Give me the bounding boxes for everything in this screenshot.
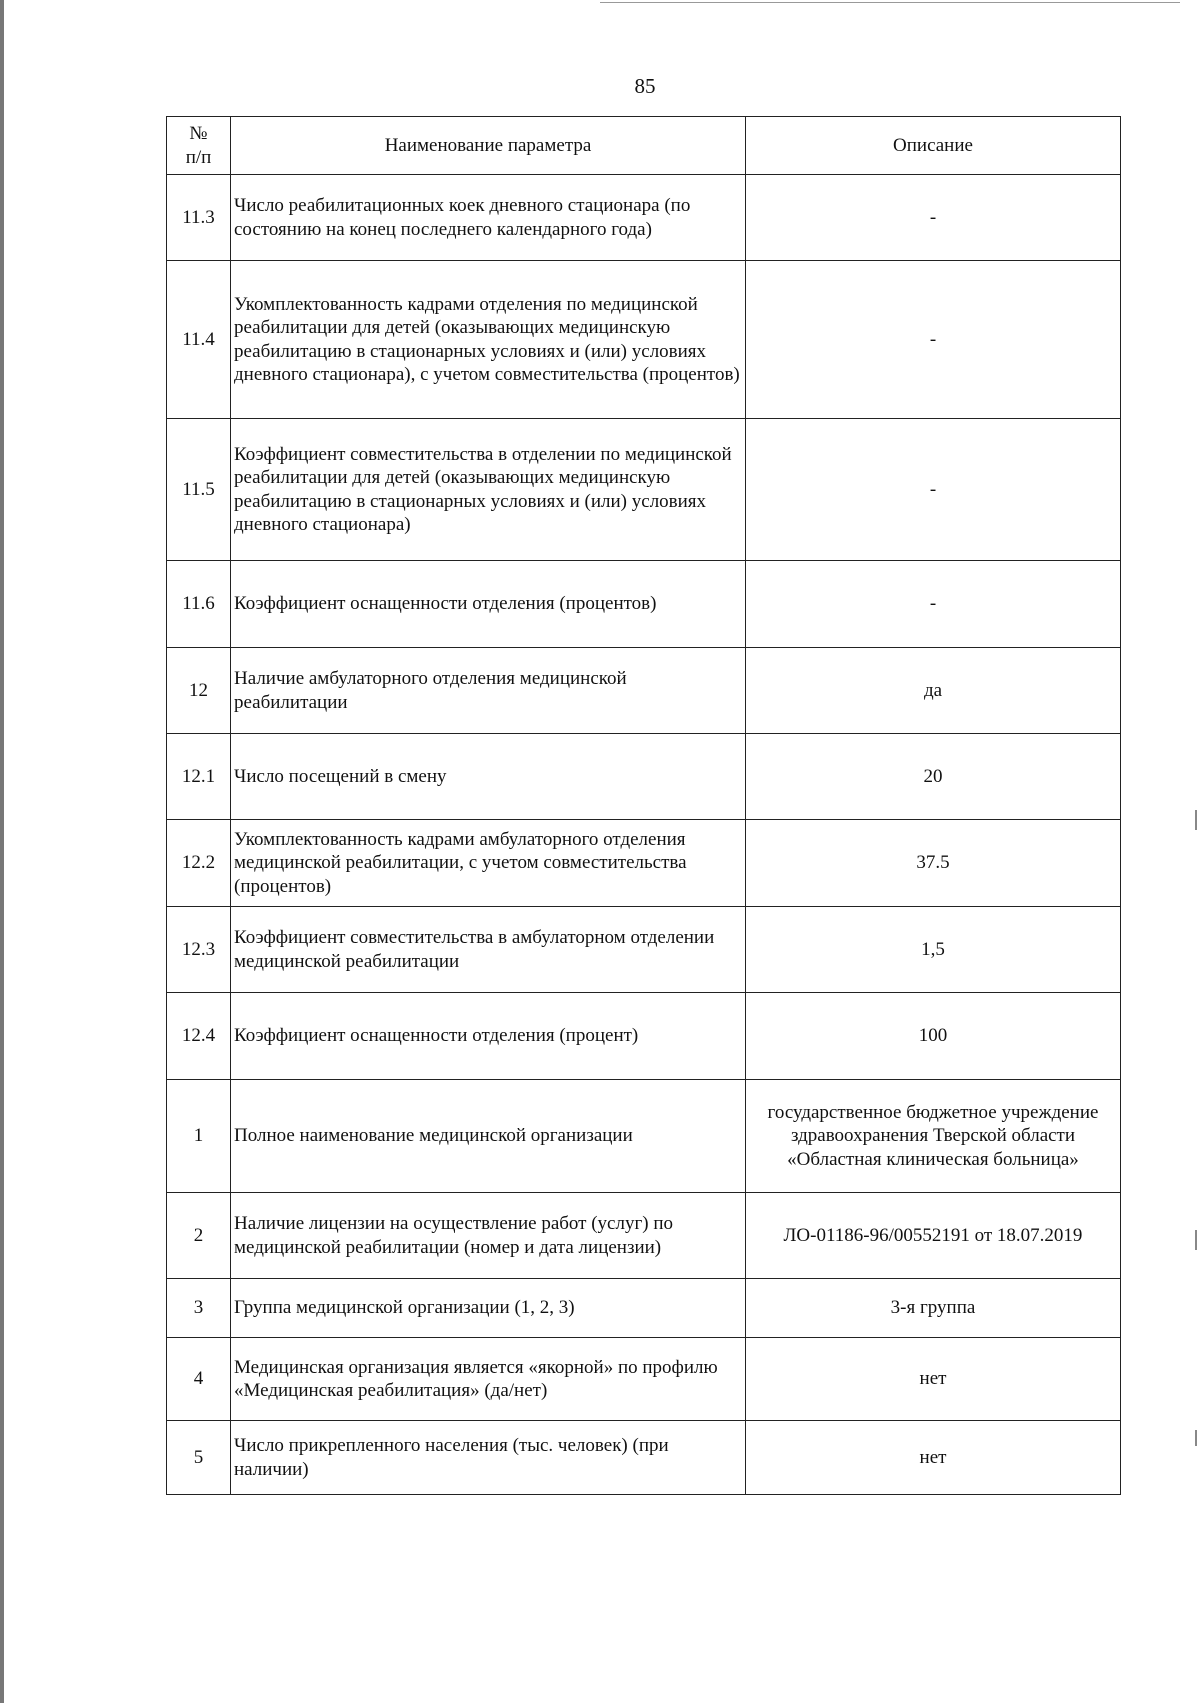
row-desc: - xyxy=(746,419,1121,561)
row-num: 11.4 xyxy=(167,261,231,419)
table-row xyxy=(167,1193,1121,1279)
header-name: Наименование параметра xyxy=(231,117,746,175)
table-row xyxy=(167,907,1121,993)
row-name: Коэффициент оснащенности отделения (процентов) xyxy=(231,561,746,648)
table-row xyxy=(167,561,1121,648)
row-name: Коэффициент совместительства в отделении по медицинской реабилитации для детей (оказывающих медицинскую реабилитацию в стационарных условиях и (или) условиях дневного стационара) xyxy=(231,419,746,561)
row-num: 12.2 xyxy=(167,820,231,907)
parameters-table xyxy=(166,116,1121,1495)
row-desc: 3-я группа xyxy=(746,1279,1121,1338)
scan-mark xyxy=(600,2,1180,3)
row-num: 12.4 xyxy=(167,993,231,1080)
table-row xyxy=(167,175,1121,261)
row-desc: - xyxy=(746,261,1121,419)
row-name: Число прикрепленного населения (тыс. человек) (при наличии) xyxy=(231,1421,746,1495)
row-num: 12 xyxy=(167,648,231,734)
row-num: 11.5 xyxy=(167,419,231,561)
table-row xyxy=(167,261,1121,419)
row-name: Наличие лицензии на осуществление работ (услуг) по медицинской реабилитации (номер и дата лицензии) xyxy=(231,1193,746,1279)
row-desc: нет xyxy=(746,1338,1121,1421)
row-num: 2 xyxy=(167,1193,231,1279)
row-desc: ЛО-01186-96/00552191 от 18.07.2019 xyxy=(746,1193,1121,1279)
table-header-row xyxy=(167,117,1121,175)
table-row xyxy=(167,1080,1121,1193)
row-desc: - xyxy=(746,561,1121,648)
table-row xyxy=(167,1279,1121,1338)
scan-mark xyxy=(1195,1230,1197,1250)
row-desc: - xyxy=(746,175,1121,261)
row-num: 5 xyxy=(167,1421,231,1495)
row-desc: нет xyxy=(746,1421,1121,1495)
row-name: Коэффициент оснащенности отделения (процент) xyxy=(231,993,746,1080)
row-name: Медицинская организация является «якорной» по профилю «Медицинская реабилитация» (да/нет) xyxy=(231,1338,746,1421)
page-number: 85 xyxy=(634,74,656,98)
row-desc: 100 xyxy=(746,993,1121,1080)
scan-mark xyxy=(0,0,4,1703)
row-num: 4 xyxy=(167,1338,231,1421)
table-row xyxy=(167,820,1121,907)
header-desc: Описание xyxy=(746,117,1121,175)
row-name: Полное наименование медицинской организации xyxy=(231,1080,746,1193)
row-num: 1 xyxy=(167,1080,231,1193)
scan-mark xyxy=(1195,810,1197,830)
row-desc: 20 xyxy=(746,734,1121,820)
table-row xyxy=(167,648,1121,734)
scan-mark xyxy=(1195,1430,1197,1446)
row-num: 3 xyxy=(167,1279,231,1338)
table-row xyxy=(167,419,1121,561)
row-name: Число реабилитационных коек дневного стационара (по состоянию на конец последнего календарного года) xyxy=(231,175,746,261)
row-num: 12.1 xyxy=(167,734,231,820)
row-name: Коэффициент совместительства в амбулаторном отделении медицинской реабилитации xyxy=(231,907,746,993)
table-row xyxy=(167,734,1121,820)
table-row xyxy=(167,993,1121,1080)
table-row xyxy=(167,1421,1121,1495)
row-name: Число посещений в смену xyxy=(231,734,746,820)
row-num: 11.6 xyxy=(167,561,231,648)
row-desc: да xyxy=(746,648,1121,734)
row-name: Укомплектованность кадрами амбулаторного отделения медицинской реабилитации, с учетом совместительства (процентов) xyxy=(231,820,746,907)
table-row xyxy=(167,1338,1121,1421)
row-desc: государственное бюджетное учреждение здравоохранения Тверской области «Областная клиническая больница» xyxy=(746,1080,1121,1193)
row-name: Укомплектованность кадрами отделения по медицинской реабилитации для детей (оказывающих медицинскую реабилитацию в стационарных условиях и (или) условиях дневного стационара), с учетом совместительства (процентов) xyxy=(231,261,746,419)
row-desc: 1,5 xyxy=(746,907,1121,993)
row-name: Наличие амбулаторного отделения медицинской реабилитации xyxy=(231,648,746,734)
row-num: 11.3 xyxy=(167,175,231,261)
row-name: Группа медицинской организации (1, 2, 3) xyxy=(231,1279,746,1338)
row-num: 12.3 xyxy=(167,907,231,993)
row-desc: 37.5 xyxy=(746,820,1121,907)
header-num: № п/п xyxy=(167,117,231,175)
